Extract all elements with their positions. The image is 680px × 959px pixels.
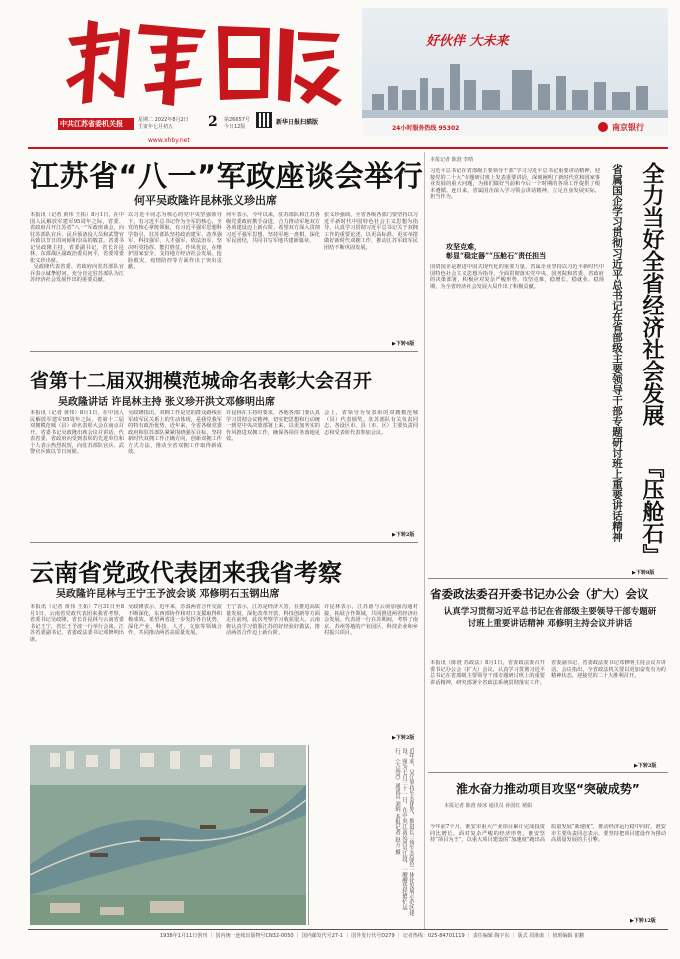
article1-continue[interactable]: ▶下转4版: [392, 341, 415, 347]
issue-number: 第26657号: [224, 117, 250, 123]
masthead-lunar: 壬寅年七月初五: [138, 124, 174, 130]
sidebar2-headline: 省委政法委召开委书记办公会（扩大）会议: [430, 587, 649, 601]
ad-hotline: 24小时服务热线 95302: [392, 125, 460, 132]
bank-name: 南京银行: [612, 123, 644, 132]
divider-3: [428, 578, 668, 579]
article1-headline: 江苏省“八一”军政座谈会举行: [30, 159, 424, 193]
page-number: 2: [208, 114, 218, 130]
article1-subhead: 何平吴政隆许昆林张义珍出席: [134, 194, 277, 207]
masthead-date: 星期二 2022年8月2日: [138, 117, 189, 123]
sidebar1-subhead: 省属国企学习贯彻习近平总书记在省部级主要领导干部专题研讨班上重要讲话精神: [611, 164, 623, 542]
article2-headline: 省第十二届双拥模范城命名表彰大会召开: [30, 370, 373, 392]
article2-continue[interactable]: ▶下转2版: [392, 532, 415, 538]
article1-col4: 张义珍强调，全省各级各部门要坚持以习近平新时代中国特色社会主义思想为指导，认真学习贯彻习近平总书记关于双拥工作的重要论述，以更高标准、更实举措做好新时代双拥工作，推动江苏军政军民团结不断巩固发展。: [324, 212, 418, 251]
article3-col3: 王宁表示，江苏是经济大省，在推进高质量发展、深化改革开放、科技创新等方面走在前列，此次考察学习收获很大。云南将认真学习借鉴江苏的好经验好做法，推动两省合作迈上新台阶。: [226, 604, 320, 636]
article3-col1: 本报讯（记者 黄伟 王拓）7月31日至8月1日，云南省党政代表团来我省考察，省委书记吴政隆，省长许昆林与云南省委书记王宁，省长王予波一行举行会谈，江苏省委副书记、省委政法委书记邓修明出席。: [30, 604, 124, 643]
ad-slogan: 好伙伴 大未来: [426, 34, 509, 49]
sidebar1-continue[interactable]: ▶下转8版: [632, 570, 655, 576]
article3-continue[interactable]: ▶下转2版: [392, 735, 415, 741]
sidebar2-continue[interactable]: ▶下转2版: [634, 763, 657, 769]
divider-1: [30, 351, 418, 352]
sidebar3-body: 今年前7个月，淮安市重大产业项目累计完成投资同比增长。面对复杂严峻的经济形势，淮安坚持“项目为王”，以重大项目建设的“加速度”跑出高质量发展“新速度”，推动经济运行稳中向好。淮安市主要负责同志表示，要坚持把项目建设作为推动高质量发展的主引擎。: [430, 824, 666, 843]
qr-code: [256, 112, 272, 128]
sidebar1-subtitle: 攻坚克难， 彰显“稳定器”“压舱石”责任担当: [446, 242, 547, 260]
article2-subhead: 吴政隆讲话 许昆林主持 张义珍开洪文邓修明出席: [58, 397, 275, 408]
masthead-rule: [28, 147, 668, 149]
sidebar2-subhead: 认真学习贯彻习近平总书记在省部级主要领导干部专题研讨班上重要讲话精神 邓修明主持会议并讲话: [443, 607, 657, 629]
article1-col3: 何平表示，今年以来，驻苏部队和江苏各级党委政府携手奋进，合力推动军地双方各项建设迈上新台阶。希望双方深入贯彻习近平强军思想，坚持军地一盘棋，深化军民团结，共同书写军地共建新篇章。: [226, 212, 320, 244]
sidebar2-body: 本报讯（陈澄 苏政法）8月1日，省委政法委召开委书记办公会（扩大）会议，认真学习贯彻习近平总书记在省部级主要领导干部专题研讨班上的重要讲话精神，研究部署全省政法系统贯彻落实工作。省委副书记、省委政法委书记邓修明主持会议并讲话。会议指出，全省政法机关要以更加奋发有为的精神状态，迎接党的二十大胜利召开。: [430, 660, 666, 686]
bank-ad: [362, 8, 668, 136]
article3-headline: 云南省党政代表团来我省考察: [30, 559, 342, 587]
logo-brush-icon: [58, 10, 348, 110]
sidebar1-byline: 本报记者 陈澄 李晴: [430, 157, 474, 163]
photo-caption: 近年来，吴江坚持生态优先，推进长三角生态绿色一体化发展示范区建设。图为七月三十一日，在中央江南运河吴江段，一艘艘货轮繁忙运行。（大运河）通讯员 刘炳 本报记者 赵方 摄: [394, 748, 414, 916]
masthead: [0, 0, 680, 150]
footer-rule: [28, 929, 668, 930]
canal-aerial-icon: [30, 745, 306, 925]
sidebar1-body2: 国资国企是推进中国式现代化的重要力量。省属企业坚持以习近平新时代中国特色社会主义思想为指导，全面贯彻落实党中央、国务院和省委、省政府的决策部署，积极应对复杂严峻形势，攻坚克难，稳增长、稳就业、稳预期，为全省经济社会发展大局作出了积极贡献。: [430, 264, 604, 290]
divider-2: [30, 542, 418, 543]
masthead-website: www.xhby.net: [148, 137, 190, 144]
article1-col2: 以习近平同志为核心的党中央坚强领导下，有习近平总书记作为全军的核心，全党的核心掌舵领航，有习近平强军思想科学指引，驻苏部队坚持政治建军、改革强军、科技强军、人才强军、依法治军，坚决听党指挥，能打胜仗，作风优良，在维护国家安全、支持地方经济社会发展、抢险救灾、疫情防控等方面作出了突出贡献。: [128, 212, 222, 270]
article3-col4: 许昆林表示，江苏愿与云南加强沟通对接，拓展合作领域，共同推进两省经济社会发展。代表团一行在苏期间，考察了南京、苏州等地的产业园区、科技企业和乡村振兴项目。: [324, 604, 418, 636]
article3-subhead: 吴政隆许昆林与王宁王予波会谈 邓修明石玉钢出席: [56, 589, 280, 600]
article2-col3: 许昆林在主持时要求，各地各部门要认真学习贯彻会议精神，切实把思想和行动统一到党中央决策部署上来，以更加务实的作风推进双拥工作，确保各项任务落地见效。: [226, 410, 320, 442]
sidebar-separator: [424, 152, 425, 930]
article2-col2: 吴政隆指出，双拥工作是党的群众路线在军政军民关系上的生动体现，是我党我军的特有政治优势。近年来，全省各级党委政府和驻苏部队紧紧围绕强军目标，坚持新时代双拥工作正确方向，创新双拥工作方式方法，推动全省双拥工作取得新成效。: [128, 410, 222, 455]
article2-col1: 本报讯（记者 黄伟）8月1日，在中国人民解放军建军95周年之际，省第十二届双拥模范城（县）命名表彰大会在南京召开。省委书记吴政隆出席会议并讲话，代表省委、省政府向受到表彰的先进单位和个人表示热烈祝贺，向驻苏部队官兵、武警官兵致以节日问候。: [30, 410, 124, 455]
sidebar1-headline-part2: 『压舱石』: [639, 456, 664, 566]
sidebar3-headline: 淮水奋力推动项目攻坚“突破成势”: [456, 782, 640, 796]
newspaper-logo: [58, 10, 348, 110]
footer-text: 1938年1月11日创刊 ｜ 国内统一连续出版物号CN32-0050 ｜ 国内邮发代号27-1 ｜ 国外发行代号D279 ｜ 记者热线：025-84701119 ｜ 责任编辑 陶宇东 ｜ 版式 周淮康 ｜ 值班编辑 崔鹏: [160, 933, 584, 939]
sidebar3-byline: 本报记者 陈澄 薛冰 通讯员 孙国红 褚娟: [444, 803, 532, 809]
divider-4: [428, 772, 668, 773]
sidebar1-body: 习近平总书记在省部级主要领导干部“学习习近平总书记重要讲话精神，迎接党的二十大”专题研讨班上发表重要讲话，深刻阐明了新时代党和国家事业发展的重大问题，为我们做好当前和今后一个时期的各项工作提供了根本遵循。连日来，省属国企深入学习领会讲话精神，立足自身发展实际，担当作为。: [430, 168, 600, 200]
page-count: 今日12版: [224, 124, 246, 130]
skyline-icon: [362, 60, 668, 118]
article1-col1: 本报讯（记者 黄伟 王拓）8月1日，在中国人民解放军建军95周年之际，省委、省政府召开江苏省“八一”军政座谈会，向驻苏部队官兵、民兵预备役人员和武警官兵致以节日的问候和崇高的敬意。省委书记吴政隆主持，省委副书记、省长许昆林，东部战区副政治委员何平，省委常委张义珍出席。 吴政隆代表省委、省政府向驻苏部队官兵表示诚挚慰问，充分肯定驻苏部队为江苏经济社会发展作出的重要贡献。: [30, 212, 124, 283]
masthead-tagline: 中共江苏省委机关报: [60, 120, 123, 128]
canal-photo: [30, 745, 306, 925]
sidebar3-continue[interactable]: ▶下转12版: [630, 918, 656, 924]
article2-col4: 会上，省领导为受表彰的双拥模范城（县）代表颁奖。驻苏部队有关负责同志，各设区市、县（市、区）主要负责同志和受表彰代表参加会议。: [324, 410, 418, 436]
sidebar1-headline-part1: 全力当好全省经济社会发展: [639, 162, 664, 426]
article3-col2: 吴政隆表示，近年来，苏滇两省合作交流不断深化，东西部协作和对口支援取得积极成效。希望两省进一步发挥各自优势，深化产业、科技、人才、文旅等领域合作，共同推动两省高质量发展。: [128, 604, 222, 636]
app-label: 新华日报扫描版: [276, 119, 319, 126]
bank-logo-icon: [598, 122, 608, 132]
